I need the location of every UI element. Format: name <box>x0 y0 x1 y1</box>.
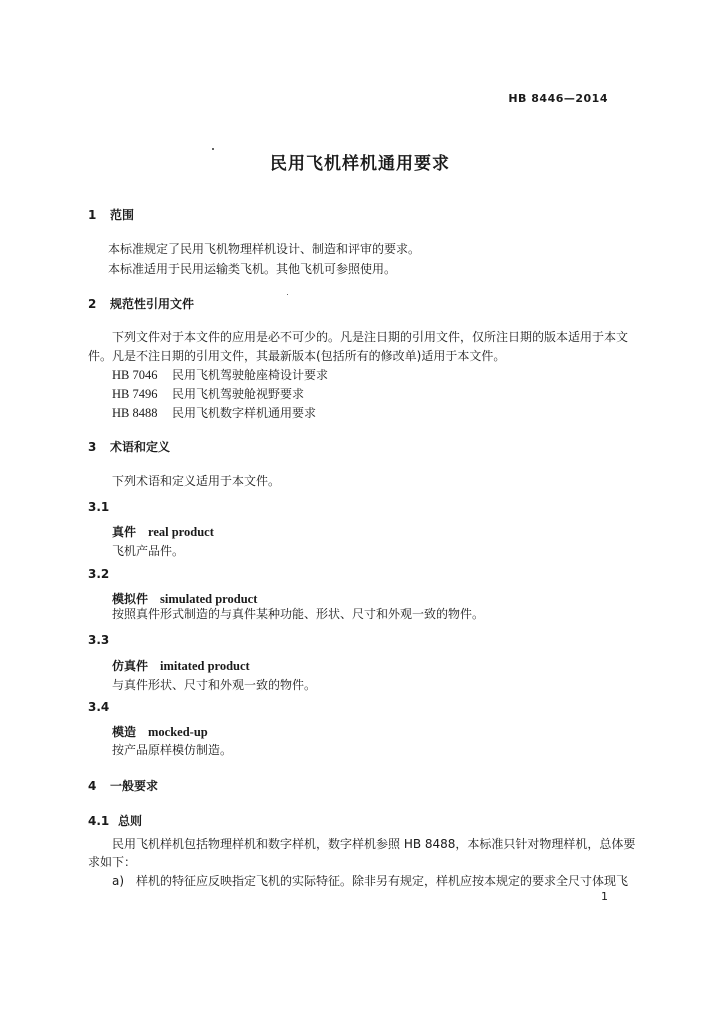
list-marker: a) <box>112 874 125 888</box>
reference-item <box>112 404 316 421</box>
section-number: 4 <box>88 779 97 793</box>
section-2-heading <box>88 295 194 312</box>
paragraph: 本标准规定了民用飞机物理样机设计、制造和评审的要求。 <box>108 242 421 256</box>
section-1-heading <box>88 206 134 223</box>
clause-number: 3.3 <box>88 633 110 647</box>
paragraph: 本标准适用于民用运输类飞机。其他飞机可参照使用。 <box>108 262 397 276</box>
subsection-title: 总则 <box>118 814 143 828</box>
term-entry <box>112 657 250 674</box>
section-4-heading <box>88 777 158 794</box>
section-title: 规范性引用文件 <box>110 297 195 311</box>
term-definition: 飞机产品件。 <box>112 544 185 558</box>
term-zh: 仿真件 <box>112 659 149 673</box>
term-definition: 按产品原样模仿制造。 <box>112 743 233 757</box>
reference-code: HB 7496 <box>112 387 158 401</box>
reference-item <box>112 366 328 383</box>
subsection-4-1-heading <box>88 812 142 829</box>
term-en: mocked-up <box>148 725 208 739</box>
paragraph-line: 民用飞机样机包括物理样机和数字样机，数字样机参照 HB 8488，本标准只针对物理样机，总体要 <box>112 837 636 851</box>
term-en: real product <box>148 525 214 539</box>
term-entry <box>112 723 208 740</box>
standard-number: HB 8446—2014 <box>508 92 608 105</box>
list-item-text: 样机的特征应反映指定飞机的实际特征。除非另有规定，样机应按本规定的要求全尺寸体现飞 <box>136 874 629 888</box>
term-zh: 模拟件 <box>112 592 149 606</box>
term-en: simulated product <box>160 592 258 606</box>
document-title: 民用飞机样机通用要求 <box>270 154 450 174</box>
paragraph-line: 件。凡是不注日期的引用文件，其最新版本(包括所有的修改单)适用于本文件。 <box>88 349 506 363</box>
paragraph: 下列术语和定义适用于本文件。 <box>112 474 281 488</box>
subsection-number: 4.1 <box>88 814 110 828</box>
section-number: 1 <box>88 208 97 222</box>
page-number: 1 <box>601 890 608 903</box>
section-title: 一般要求 <box>110 779 159 793</box>
reference-title: 民用飞机驾驶舱视野要求 <box>172 387 305 401</box>
section-3-heading <box>88 438 170 455</box>
clause-number: 3.4 <box>88 700 110 714</box>
section-title: 术语和定义 <box>110 440 171 454</box>
reference-title: 民用飞机数字样机通用要求 <box>172 406 317 420</box>
reference-item <box>112 385 304 402</box>
clause-number: 3.2 <box>88 567 110 581</box>
term-zh: 真件 <box>112 525 137 539</box>
scan-speck <box>287 294 288 295</box>
section-number: 3 <box>88 440 97 454</box>
term-definition: 与真件形状、尺寸和外观一致的物件。 <box>112 678 317 692</box>
section-title: 范围 <box>110 208 135 222</box>
reference-code: HB 8488 <box>112 406 158 420</box>
list-item-a <box>112 872 628 889</box>
term-entry <box>112 523 214 540</box>
reference-title: 民用飞机驾驶舱座椅设计要求 <box>172 368 329 382</box>
reference-code: HB 7046 <box>112 368 158 382</box>
clause-number: 3.1 <box>88 500 110 514</box>
term-definition: 按照真件形式制造的与真件某种功能、形状、尺寸和外观一致的物件。 <box>112 607 485 621</box>
paragraph-line: 求如下： <box>88 855 137 869</box>
paragraph-line: 下列文件对于本文件的应用是必不可少的。凡是注日期的引用文件，仅所注日期的版本适用于本文 <box>112 330 629 344</box>
term-zh: 模造 <box>112 725 137 739</box>
section-number: 2 <box>88 297 97 311</box>
term-en: imitated product <box>160 659 250 673</box>
